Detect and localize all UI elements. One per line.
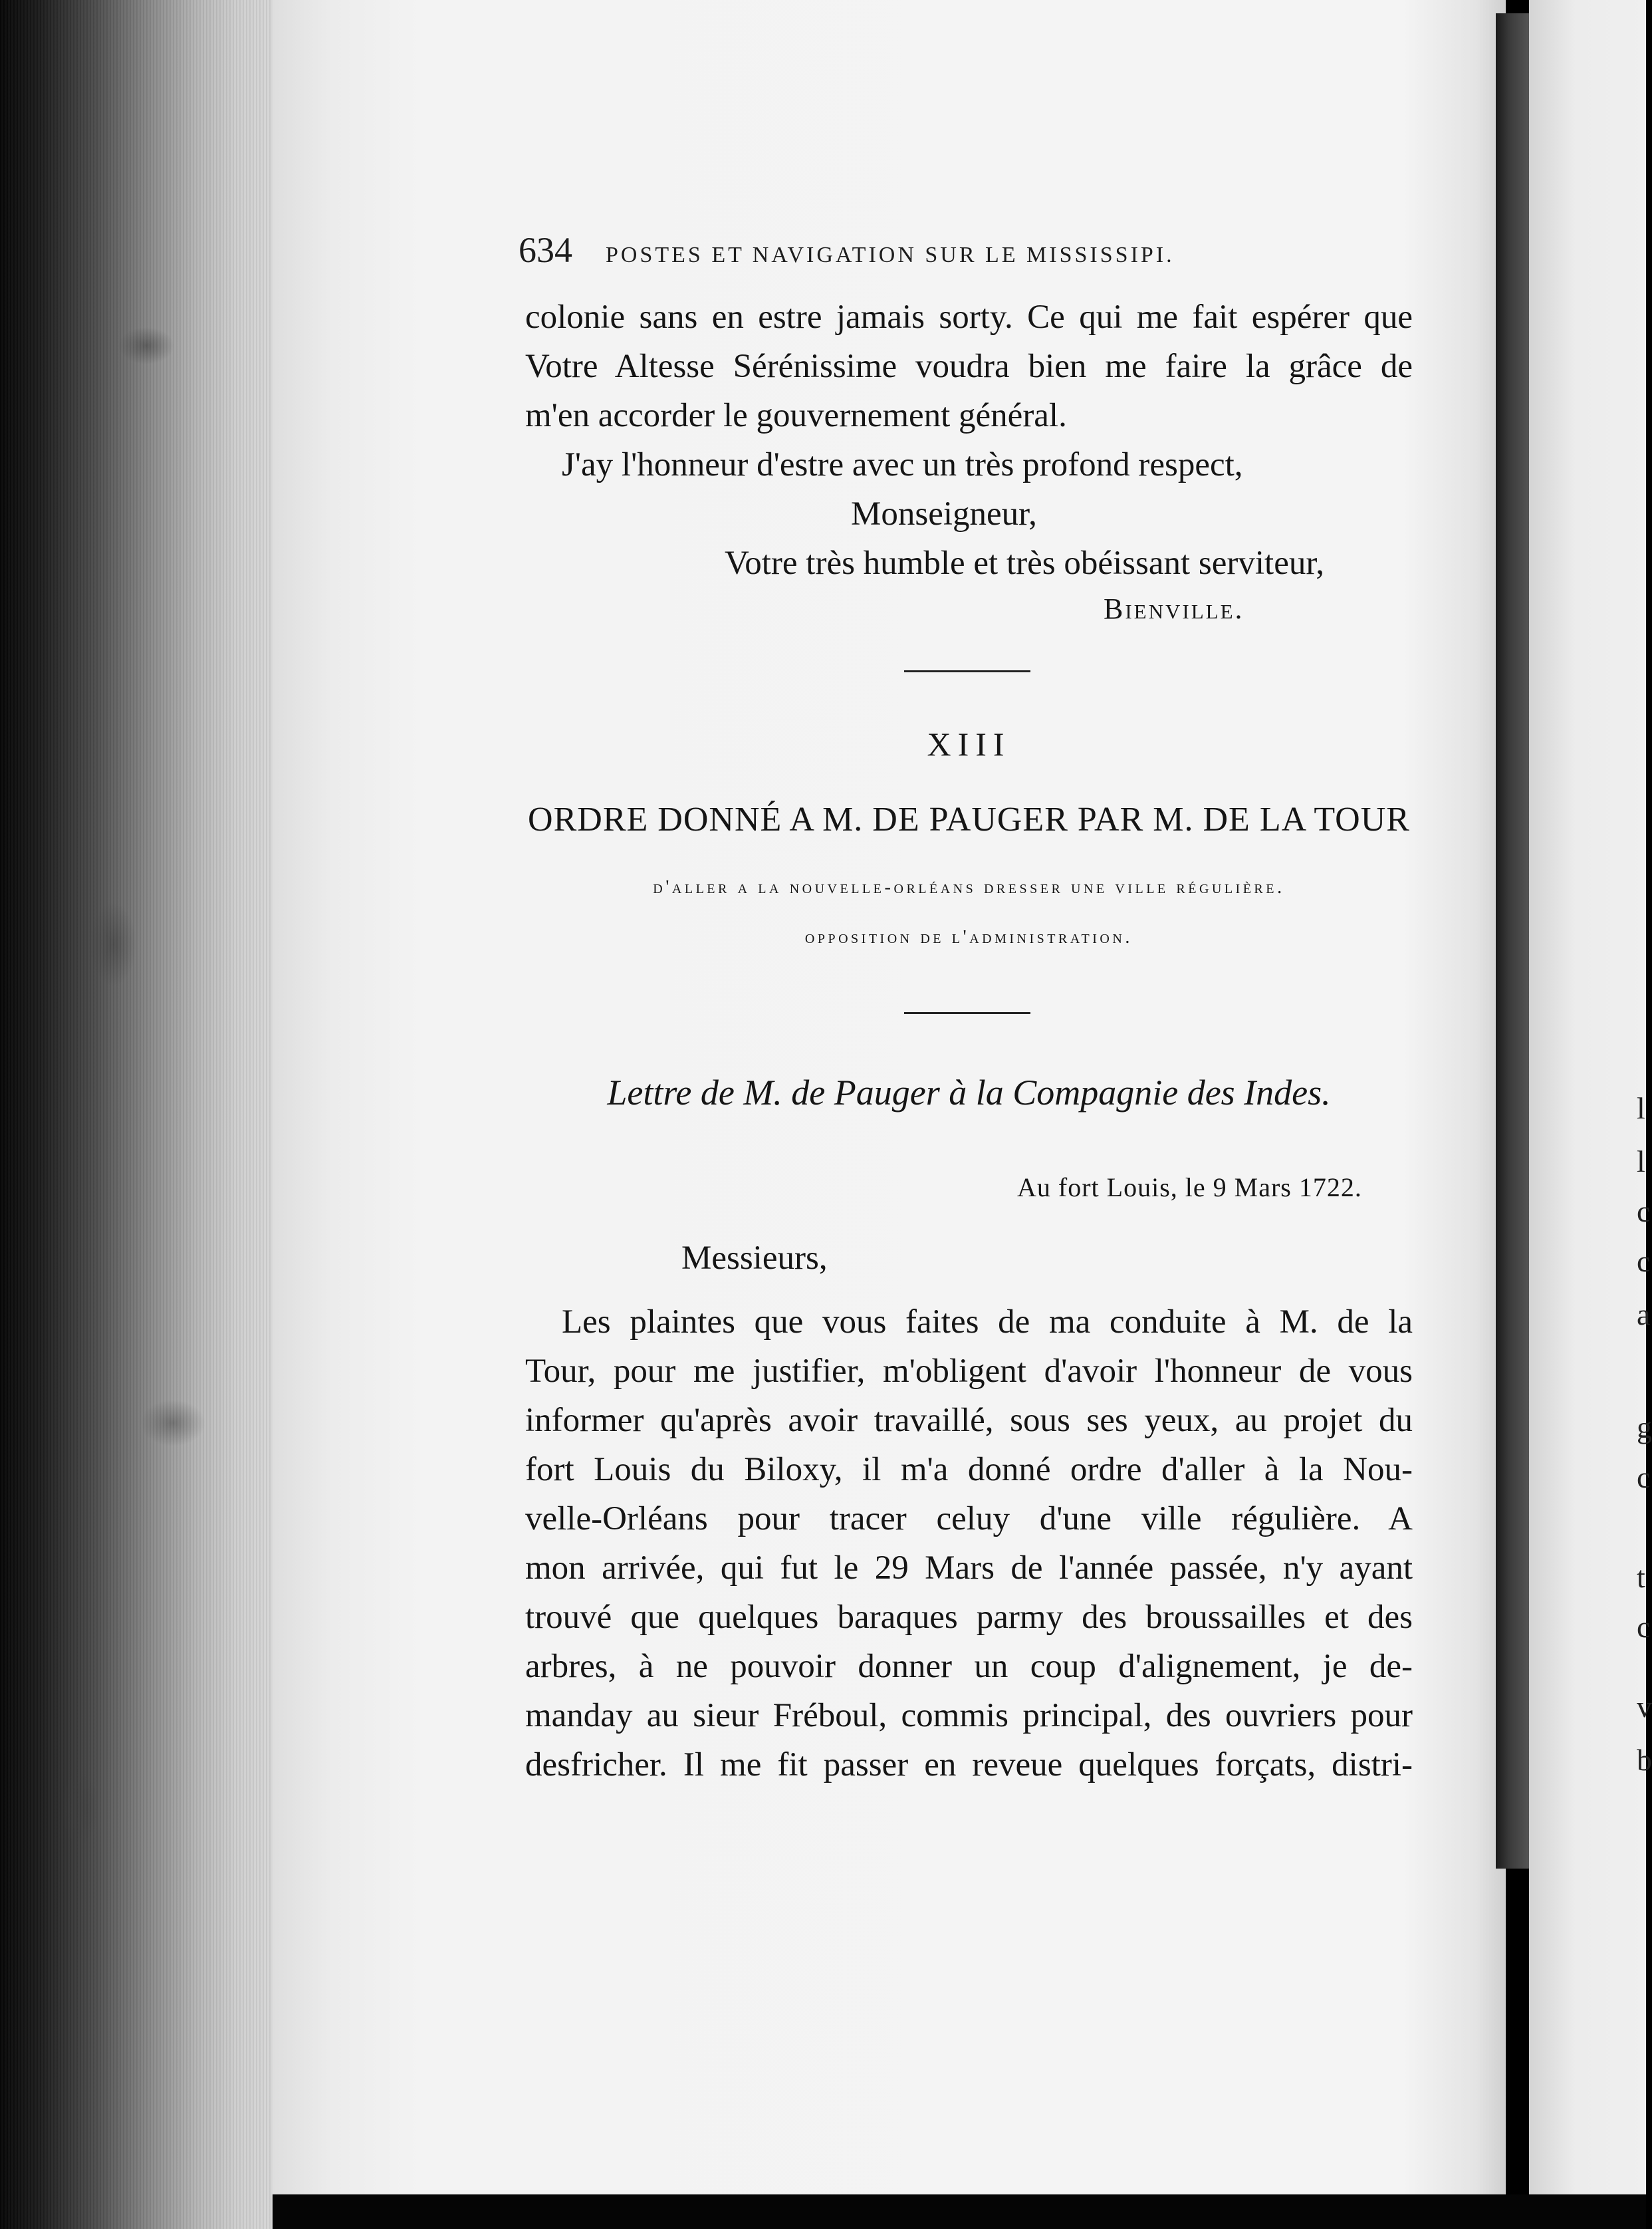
salutation: Monseigneur, bbox=[851, 495, 1037, 533]
section-divider bbox=[904, 670, 1030, 672]
text-line: Les plaintes que vous faites de ma conduite à M. de la bbox=[562, 1303, 1413, 1341]
running-title: POSTES ET NAVIGATION SUR LE MISSISSIPI. bbox=[606, 243, 1175, 267]
right-page-edge bbox=[1529, 0, 1646, 2229]
text-line: informer qu'après avoir travaillé, sous ses yeux, au projet du bbox=[525, 1402, 1413, 1439]
section-number: XIII bbox=[927, 725, 1011, 763]
section-subtitle: opposition de l'administration. bbox=[804, 926, 1133, 948]
left-page-edge bbox=[0, 0, 273, 2229]
right-page-fragment: c bbox=[1637, 1194, 1651, 1228]
running-header bbox=[519, 229, 1270, 271]
book-gutter bbox=[1496, 13, 1529, 1869]
text-line: desfricher. Il me fit passer en reveue quelques forçats, distri- bbox=[525, 1746, 1413, 1783]
right-page-fragment: c bbox=[1637, 1244, 1651, 1278]
right-page-fragment: l bbox=[1637, 1091, 1645, 1125]
right-page-fragment: t bbox=[1637, 1560, 1645, 1594]
right-page-fragment: c bbox=[1637, 1460, 1651, 1494]
text-line: velle-Orléans pour tracer celuy d'une ville régulière. A bbox=[525, 1500, 1413, 1537]
text-line: colonie sans en estre jamais sorty. Ce qui me fait espérer que bbox=[525, 299, 1413, 336]
right-page-fragment: l bbox=[1637, 1144, 1645, 1178]
right-page-fragment: c bbox=[1637, 1610, 1651, 1644]
text-line: Votre Altesse Sérénissime voudra bien me faire la grâce de bbox=[525, 348, 1413, 385]
text-line: arbres, à ne pouvoir donner un coup d'alignement, je de- bbox=[525, 1648, 1413, 1685]
right-page-fragment: b bbox=[1637, 1743, 1652, 1777]
signature: Bienville. bbox=[1104, 592, 1244, 625]
right-page-fragment: a bbox=[1637, 1297, 1651, 1331]
text-line: Tour, pour me justifier, m'obligent d'avoir l'honneur de vous bbox=[525, 1353, 1413, 1390]
text-line: manday au sieur Fréboul, commis principal, des ouvriers pour bbox=[525, 1697, 1413, 1734]
place-date: Au fort Louis, le 9 Mars 1722. bbox=[1017, 1172, 1362, 1202]
letter-heading: Lettre de M. de Pauger à la Compagnie des Indes. bbox=[607, 1073, 1331, 1113]
text-line: fort Louis du Biloxy, il m'a donné ordre d'aller à la Nou- bbox=[525, 1451, 1413, 1488]
closing-line: J'ay l'honneur d'estre avec un très profond respect, bbox=[562, 446, 1243, 483]
section-title: ORDRE DONNÉ A M. DE PAUGER PAR M. DE LA TOUR bbox=[528, 801, 1410, 839]
right-page-fragment: g bbox=[1637, 1410, 1652, 1444]
servant-formula: Votre très humble et très obéissant serviteur, bbox=[725, 545, 1325, 582]
text-line: trouvé que quelques baraques parmy des broussailles et des bbox=[525, 1599, 1413, 1636]
greeting: Messieurs, bbox=[681, 1240, 828, 1277]
section-divider bbox=[904, 1012, 1030, 1014]
section-subtitle: d'aller a la nouvelle-orléans dresser une ville régulière. bbox=[653, 876, 1285, 898]
page-number: 634 bbox=[519, 230, 572, 270]
scan-bottom-border bbox=[273, 2194, 1646, 2229]
text-line: m'en accorder le gouvernement général. bbox=[525, 397, 1067, 434]
text-line: mon arrivée, qui fut le 29 Mars de l'année passée, n'y ayant bbox=[525, 1549, 1413, 1587]
right-page-fragment: v bbox=[1637, 1690, 1652, 1724]
